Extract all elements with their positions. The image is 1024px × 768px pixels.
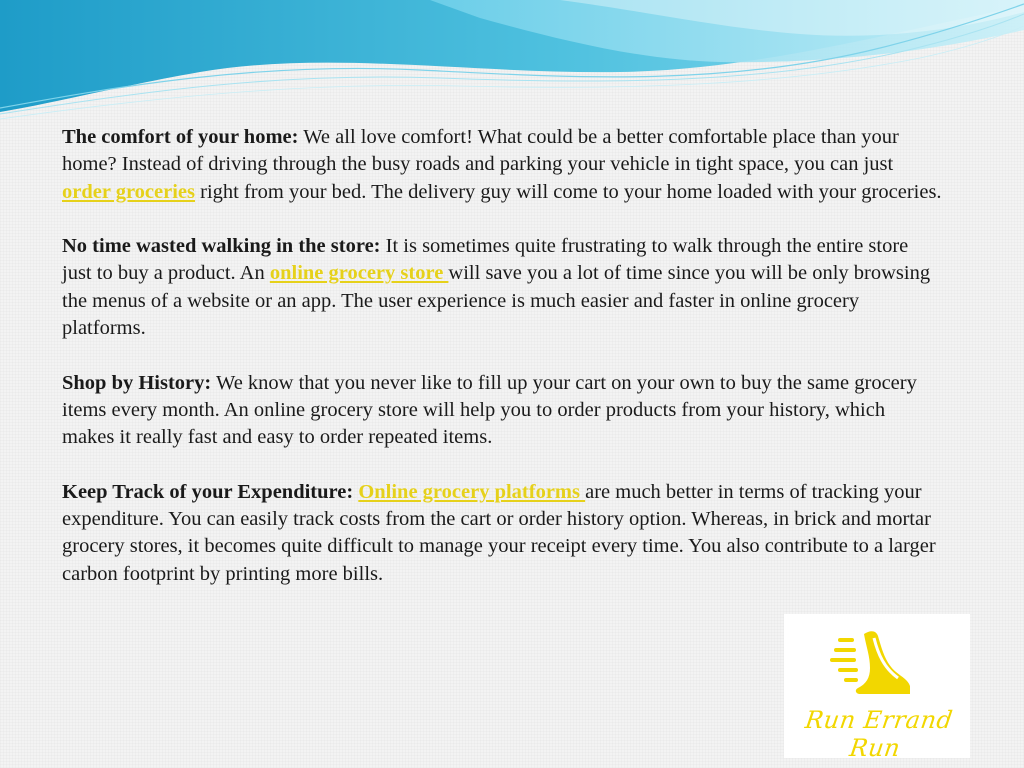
paragraph-text: will save you a lot of time since you will be only browsing the menus of a website or an app. The user experience is much easier and faster in online grocery platforms. <box>62 262 931 340</box>
online-grocery-platforms-link[interactable]: Online grocery platforms <box>358 480 586 503</box>
paragraph-shop-by-history <box>62 370 942 452</box>
header-wave-decoration <box>0 0 1024 125</box>
run-errand-run-logo <box>784 614 970 762</box>
paragraph-text: We know that you never like to fill up your cart on your own to buy the same grocery items every month. An online grocery store will help you to order products from your history, which makes it really fast and easy to order repeated items. <box>62 371 917 449</box>
article-body <box>62 124 942 615</box>
paragraph-text: We all love comfort! What could be a better comfortable place than your home? Instead of driving through the busy roads and parking your vehicle in tight space, you can just <box>62 126 899 176</box>
paragraph-text: are much better in terms of tracking your expenditure. You can easily track costs from the cart or order history option. Whereas, in brick and mortar grocery stores, it becomes quite difficult to manage your receipt every time. You also contribute to a larger carbon footprint by printing more bills. <box>62 480 936 585</box>
paragraph-text: It is sometimes quite frustrating to walk through the entire store just to buy a product. An <box>62 235 909 285</box>
paragraph-heading: No time wasted walking in the store: <box>62 235 381 258</box>
logo-wordmark: Run Errand Run <box>803 706 955 762</box>
paragraph-no-time-wasted <box>62 233 942 342</box>
online-grocery-store-link[interactable]: online grocery store <box>269 262 449 285</box>
running-shoe-speed-icon <box>830 628 912 700</box>
paragraph-expenditure <box>62 479 942 588</box>
order-groceries-link[interactable]: order groceries <box>62 180 195 203</box>
paragraph-comfort <box>62 124 942 206</box>
paragraph-text: right from your bed. The delivery guy will come to your home loaded with your groceries. <box>195 180 942 203</box>
paragraph-heading: Keep Track of your Expenditure: <box>62 480 354 503</box>
paragraph-heading: Shop by History: <box>62 371 212 394</box>
paragraph-heading: The comfort of your home: <box>62 126 299 148</box>
